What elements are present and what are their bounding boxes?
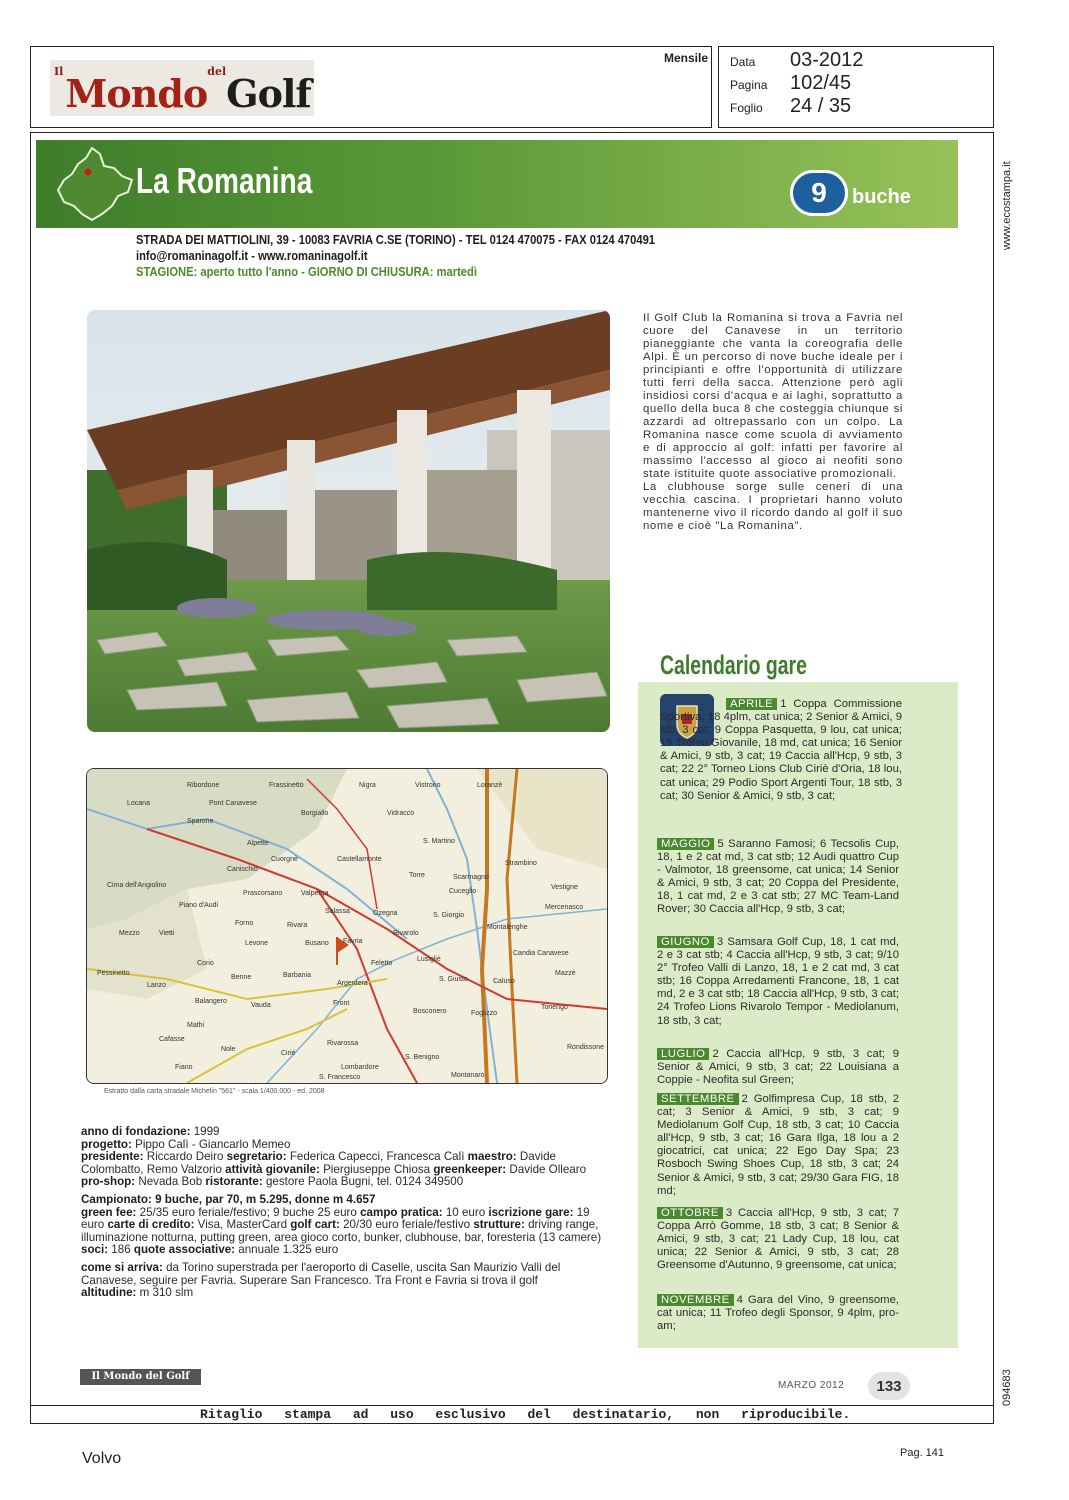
foglio-value: 24 / 35 [790, 95, 852, 117]
svg-text:Pont Canavese: Pont Canavese [209, 800, 257, 807]
month-tag: APRILE [726, 698, 777, 710]
svg-text:Valperga: Valperga [301, 890, 329, 897]
svg-text:Montalenghe: Montalenghe [487, 924, 528, 931]
svg-text:Levone: Levone [245, 940, 268, 947]
svg-text:Castellamonte: Castellamonte [337, 856, 382, 863]
svg-text:Ribordone: Ribordone [187, 782, 220, 789]
frequency-label: Mensile [664, 51, 709, 65]
svg-text:Caluso: Caluso [493, 978, 515, 985]
calendar-month: GIUGNO 3 Samsara Golf Cup, 18, 1 cat md, 2 e 3 cat stb; 4 Caccia all'Hcp, 9 stb, 3 cat; 9/10 2° Trofeo Valli di Lanzo, 18, 1 e 2 cat md, 3 cat stb; 16 Coppa Arredamenti Francone, 18, 1 cat md, 2 e 3 cat stb; 18 Caccia all'Hcp, 9 stb, 3 cat; 24 Trofeo Lions Rivarolo Tempor - Mediolanum, 18 stb, 3 cat; [657, 936, 899, 1027]
calendar-month: LUGLIO 2 Caccia all'Hcp, 9 stb, 3 cat; 9 Senior & Amici, 9 stb, 3 cat; 22 Louisiana a Coppie - Neofita sul Green; [657, 1048, 899, 1087]
svg-text:094683: 094683 [1001, 1369, 1013, 1406]
svg-text:Bosconero: Bosconero [413, 1008, 447, 1015]
svg-text:Front: Front [333, 1000, 350, 1007]
svg-text:Strambino: Strambino [505, 860, 537, 867]
svg-text:Nigra: Nigra [359, 782, 376, 789]
magazine-logo: Il Mondo del Golf [50, 60, 314, 116]
data-label: Data [730, 55, 756, 69]
svg-text:Vidracco: Vidracco [387, 810, 415, 817]
svg-text:Busano: Busano [305, 940, 329, 947]
clipping-notice: Ritaglio stampa ad uso esclusivo del destinatario, non riproducibile. [200, 1407, 851, 1422]
svg-text:Locana: Locana [127, 800, 150, 807]
svg-text:S. Giorgio: S. Giorgio [433, 912, 465, 919]
svg-text:Rivara: Rivara [287, 922, 308, 929]
svg-text:Mazzè: Mazzè [555, 970, 576, 977]
svg-text:Sparone: Sparone [187, 818, 214, 825]
svg-text:Prascorsano: Prascorsano [243, 890, 283, 897]
pagina-label: Pagina [730, 78, 768, 92]
month-tag: OTTOBRE [657, 1207, 723, 1219]
svg-text:Alpette: Alpette [247, 840, 269, 847]
club-address: STRADA DEI MATTIOLINI, 39 - 10083 FAVRIA C.SE (TORINO) - TEL 0124 470075 - FAX 0124 470491 [136, 232, 656, 247]
svg-text:Lanzo: Lanzo [147, 982, 167, 989]
info-directions: come si arriva: da Torino superstrada per l'aeroporto di Caselle, uscita San Maurizio Valli del Canavese, seguire per Favria. Superare San Francesco. Tra Front e Favria si trova il golf altitudine: m 310 slm [81, 1260, 561, 1300]
svg-text:Feletto: Feletto [371, 960, 393, 967]
piemonte-region-icon [52, 144, 138, 224]
svg-text:Balangero: Balangero [195, 998, 227, 1005]
holes-badge: 9 [790, 170, 848, 216]
svg-text:Mathi: Mathi [187, 1022, 205, 1029]
svg-text:Forno: Forno [235, 920, 254, 927]
svg-text:Rivarolo: Rivarolo [393, 930, 419, 937]
svg-text:Vistrorio: Vistrorio [415, 782, 441, 789]
info-general: anno di fondazione: 1999 progetto: Pippo Calì - Giancarlo Memeo presidente: Riccardo Deiro segretario: Federica Capecci, Francesca Calì maestro: Davide Colombatto, Remo Valzorio attività giovanile: Piergiuseppe Chiosa greenkeeper: Davide Ollearo pro-shop: Nevada Bob ristorante: gestore Paola Bugni, tel. 0124 349500 [81, 1125, 587, 1189]
holes-label: buche [852, 186, 911, 208]
svg-text:Benne: Benne [231, 974, 252, 981]
svg-text:Montanaro: Montanaro [451, 1072, 485, 1079]
side-url [996, 150, 1016, 250]
svg-text:Ozegna: Ozegna [373, 910, 398, 917]
svg-text:S. Giusto: S. Giusto [439, 976, 468, 983]
svg-text:Vietti: Vietti [159, 930, 175, 937]
issue-date: MARZO 2012 [778, 1380, 845, 1391]
svg-text:Torre: Torre [409, 872, 425, 879]
calendar-title: Calendario gare [660, 650, 807, 680]
svg-text:Cuorgnè: Cuorgnè [271, 856, 298, 863]
location-map [86, 768, 608, 1084]
club-web: info@romaninagolf.it - www.romaninagolf.it [136, 248, 368, 263]
svg-text:Mercenasco: Mercenasco [545, 904, 584, 911]
svg-text:S. Martino: S. Martino [423, 838, 455, 845]
map-caption: Estratto dalla carta stradale Michelin "561" - scala 1/400.000 - ed. 2008 [104, 1088, 325, 1095]
clubhouse-photo [87, 310, 610, 732]
svg-text:S. Benigno: S. Benigno [405, 1054, 440, 1061]
data-value: 03-2012 [790, 49, 864, 71]
calendar-month: APRILE 1 Coppa Commissione Sportiva, 18 4plm, cat unica; 2 Senior & Amici, 9 stb, 3 cat; 9 Coppa Pasquetta, 9 lou, cat unica; 15 Trofeo Giovanile, 18 md, cat unica; 16 Senior & Amici, 9 stb, 3 cat; 19 Caccia all'Hcp, 9 stb, 3 cat; 22 2° Torneo Lions Club Ciriè d'Oria, 18 lou, cat unica; 29 Podio Sport Argenti Tour, 18 stb, 3 cat; 30 Senior & Amici, 9 stb, 3 cat; [660, 698, 902, 802]
magazine-tag: Il Mondo del Golf [80, 1369, 201, 1385]
svg-text:Lusigliè: Lusigliè [417, 956, 441, 963]
month-tag: LUGLIO [657, 1048, 709, 1060]
road-map-graphic [87, 769, 607, 1083]
svg-text:Cirié: Cirié [281, 1050, 296, 1057]
svg-text:Rondissone: Rondissone [567, 1044, 604, 1051]
club-title: La Romanina [136, 160, 313, 201]
svg-text:Mezzo: Mezzo [119, 930, 140, 937]
calendar-month: SETTEMBRE 2 Golfimpresa Cup, 18 stb, 2 cat; 3 Senior & Amici, 9 stb, 3 cat; 9 Mediolanum Golf Cup, 18 stb, 3 cat; 10 Caccia all'Hcp, 9 stb, 3 cat; 16 Gara Ilga, 18 lou a 2 giocatrici, cat unica; 22 Ego Day Spa; 23 Rosboch Swing Shoes Cup, 18 stb, 3 cat; 24 Senior & Amici, 9 stb, 3 cat; 29/30 Gara FIG, 18 md; [657, 1093, 899, 1197]
svg-text:Fiano: Fiano [175, 1064, 193, 1071]
club-info [81, 1126, 609, 1305]
foglio-label: Foglio [730, 101, 763, 115]
svg-text:Scarmagno: Scarmagno [453, 874, 489, 881]
club-description: Il Golf Club la Romanina si trova a Favria nel cuore del Canavese in un territorio pianeggiante che vanta la coreografia delle Alpi. È un percorso di nove buche ideale per i principianti e offre l'opportunità di utilizzare tutti ferri della sacca. Attenzione però agli insidiosi corsi d'acqua e ai laghi, soprattutto a quello della buca 8 che costeggia chiunque si azzardi ad oltrepassarlo con un colpo. La Romanina nasce come scuola di avviamento e di approccio al golf: infatti per favorire al massimo l'accesso al gioco ai neofiti sono state istituite quote associative promozionali. La clubhouse sorge sulle ceneri di una vecchia cascina. I proprietari hanno voluto mantenerne vivo il ricordo dando al golf il suo nome e cioè "La Romanina". [643, 312, 903, 532]
pagina-value: 102/45 [790, 72, 852, 94]
month-tag: NOVEMBRE [657, 1294, 734, 1306]
svg-text:Borgiallo: Borgiallo [301, 810, 329, 817]
svg-text:Frassinetto: Frassinetto [269, 782, 304, 789]
svg-text:Barbania: Barbania [283, 972, 312, 979]
month-tag: SETTEMBRE [657, 1093, 739, 1105]
svg-text:Candia Canavese: Candia Canavese [513, 950, 569, 957]
svg-text:Tonengo: Tonengo [541, 1004, 568, 1011]
svg-text:www.ecostampa.it: www.ecostampa.it [1001, 161, 1013, 250]
svg-text:Corio: Corio [197, 960, 214, 967]
svg-text:Lombardore: Lombardore [341, 1064, 379, 1071]
svg-text:Canischio: Canischio [227, 866, 258, 873]
svg-text:Favria: Favria [343, 938, 363, 945]
svg-text:Vauda: Vauda [251, 1002, 271, 1009]
svg-text:Cuceglio: Cuceglio [449, 888, 477, 895]
svg-text:S. Francesco: S. Francesco [319, 1074, 361, 1081]
club-season: STAGIONE: aperto tutto l'anno - GIORNO DI CHIUSURA: martedì [136, 264, 477, 279]
side-code [996, 1362, 1016, 1406]
client-name: Volvo [82, 1450, 122, 1467]
svg-text:Cima dell'Angiolino: Cima dell'Angiolino [107, 882, 167, 889]
calendar-month: NOVEMBRE 4 Gara del Vino, 9 greensome, cat unica; 11 Trofeo degli Sponsor, 9 4plm, pro-am; [657, 1294, 899, 1333]
divider [30, 1405, 994, 1406]
svg-text:Pessinetto: Pessinetto [97, 970, 130, 977]
page-reference: Pag. 141 [900, 1447, 945, 1459]
svg-text:Nole: Nole [221, 1046, 236, 1053]
svg-text:Salassa: Salassa [325, 908, 350, 915]
svg-text:Foglizzo: Foglizzo [471, 1010, 498, 1017]
page-number: 133 [868, 1372, 910, 1400]
svg-text:Piano d'Audi: Piano d'Audi [179, 902, 219, 909]
svg-text:Vestigne: Vestigne [551, 884, 578, 891]
svg-text:Argentera: Argentera [337, 980, 368, 987]
svg-text:Loranzè: Loranzè [477, 782, 503, 789]
month-tag: GIUGNO [657, 936, 714, 948]
svg-text:Rivarossa: Rivarossa [327, 1040, 359, 1047]
month-tag: MAGGIO [657, 838, 714, 850]
calendar-month: MAGGIO 5 Saranno Famosi; 6 Tecsolis Cup, 18, 1 e 2 cat md, 3 cat stb; 12 Audi quattro Cup - Valmotor, 18 greensome, cat unica; 14 Senior & Amici, 9 stb, 3 cat; 20 Coppa del Presidente, 18, 1 cat md, 2 e 3 cat stb; 27 MC Team-Land Rover; 30 Caccia all'Hcp, 9 stb, 3 cat; [657, 838, 899, 916]
calendar-month: OTTOBRE 3 Caccia all'Hcp, 9 stb, 3 cat; 7 Coppa Arrò Gomme, 18 stb, 3 cat; 8 Senior & Amici, 9 stb, 3 cat; 21 Lady Cup, 18 lou, cat unica; 22 Senior & Amici, 9 stb, 3 cat; 28 Greensome d'Autunno, 9 greensome, cat unica; [657, 1207, 899, 1272]
info-course: Campionato: 9 buche, par 70, m 5.295, donne m 4.657 green fee: 25/35 euro feriale/festivo; 9 buche 25 euro campo pratica: 10 euro iscrizione gare: 19 euro carte di credito: Visa, MasterCard golf cart: 20/30 euro feriale/festivo strutture: driving range, illuminazione notturna, putting green, area gioco corto, bunker, clubhouse, bar, foresteria (13 camere) soci: 186 quote associative: annuale 1.325 euro [81, 1192, 602, 1257]
svg-text:Cafasse: Cafasse [159, 1036, 185, 1043]
